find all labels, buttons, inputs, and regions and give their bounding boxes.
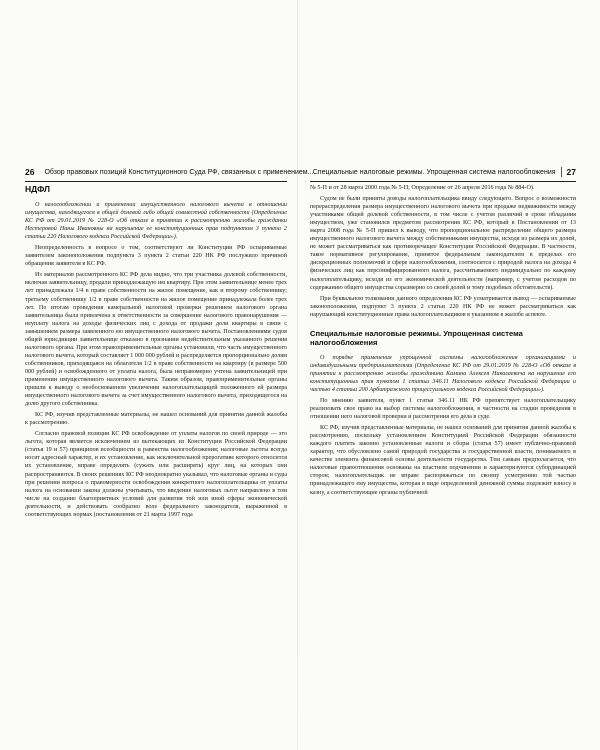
left-running-header bbox=[25, 165, 314, 179]
left-header-rule bbox=[25, 181, 287, 182]
body-paragraph: При буквальном толковании данного определения КС РФ усматривается вывод — оспариваемые законоположения, подпункт 3 пункта 2 статьи 220 НК РФ не может рассматриваться как нарушающий конституционные права налогоплательщиков в указанном в жалобе аспекте. bbox=[310, 295, 576, 318]
section-subheading: Специальные налоговые режимы. Упрощенная система налогообложения bbox=[310, 328, 523, 348]
abstract-paragraph: О налогообложении и применении имущественного налогового вычета в отношении имущества, находящегося в общей долевой либо общей совместной собственности (Определение КС РФ от 29.01.2019 № 228-О «Об отказе в принятии к рассмотрению жалобы гражданки Нестеровой Нины Ивановны на нарушение ее конституционных прав подпунктом 3 пункта 2 статьи 220 Налогового кодекса Российской Федерации»). bbox=[25, 202, 287, 241]
body-paragraph: КС РФ, изучив представленные материалы, не нашел оснований для принятия данной жалобы к рассмотрению. bbox=[25, 412, 287, 427]
right-running-head: Специальные налоговые режимы. Упрощенная система налогообложения bbox=[312, 168, 556, 176]
right-running-header bbox=[310, 165, 576, 179]
body-paragraph: Судом не были приняты доводы налогоплательщика ввиду следующего. Вопрос о возможности перераспределения размера имущественного налогового вычета при продаже недвижимости между участниками общей долевой собственности, в том числе с учетом различий в сроке обладания имуществом, уже становился предметом рассмотрения КС РФ, который в Постановлении от 13 марта 2008 года № 5-П пришел к выводу, что пропорциональное распределение общего размера имущественного налогового вычета между собственниками имущества, исходя из размера их долей, не может рассматриваться как противоречащее Конституции Российской Федерации. В частности, такое нормативное регулирование, принятое федеральным законодателем в пределах его дискреционных полномочий в сфере налогообложения, соотносится с природой налога на доходы 4 физических лиц как персонифицированного налога, рассчитываемого индивидуально по каждому налогоплательщику, исходя из его экономической деятельности (например, с учетом расходов по содержанию общего имущества соразмерно со своей долей и тому подобных обстоятельств). bbox=[310, 196, 576, 291]
section-title: НДФЛ bbox=[25, 184, 50, 194]
abstract-paragraph: О порядке применения упрощенной системы налогообложения организациями и индивидуальными предпринимателями (Определение КС РФ от 29.01.2019 № 228-О «Об отказе в принятии к рассмотрению жалобы гражданина Камина Алексея Николаевича на нарушение его конституционных прав пунктом 1 статьи 346.11 Налогового кодекса Российской Федерации и частью 4 статьи 200 Арбитражного процессуального кодекса Российской Федерации»). bbox=[310, 354, 576, 393]
body-paragraph: По мнению заявителя, пункт 1 статьи 346.11 НК РФ препятствует налогоплательщику реализовать свое право на выбор системы налогообложения, в частности на стадии проведения в отношении него налоговой проверки и рассмотрения его дела в суде. bbox=[310, 397, 576, 421]
page-gutter bbox=[297, 0, 298, 750]
left-page-body bbox=[25, 184, 287, 522]
body-paragraph: Из материалов рассмотренного КС РФ дела видно, что три участника долевой собственности, включая заявительницу, продали принадлежащую им квартиру. При этом заявительнице менее трех лет принадлежала 1/4 в праве собственности на жилое помещение, как и второму собственнику; третьему собственнику 1/2 в праве собственности на жилое помещение принадлежала более трех лет. По итогам проведения камеральной налоговой проверки решением налогового органа заявительница была привлечена к ответственности за совершение налогового правонарушения — неуплату налога на доходы физических лиц с дохода от продажи доли квартиры в связи с завышением размера заявленного ею имущественного налогового вычета. Постановлениями судов общей юрисдикции заявительнице отказано в признании недействительным указанного решения налогового органа. При этом правоприменительные органы установили, что часть имущественного налогового вычета, который составляет 1 000 000 рублей и распределяется пропорционально долям собственников, приходящаяся на облагателя 1/2 в праве собственности на квартиру (в размере 500 000 рублей) и освобожденного от уплаты налога, была неправомерно учтена заявительницей при применении имущественного налогового вычета. Таким образом, правоприменительные органы пришли к выводу о необоснованном увеличении налогоплательщицей положенного ей размера имущественного налогового вычета за счет имущественного налогового вычета, приходящегося на долю другого собственника. bbox=[25, 272, 287, 408]
left-running-head: Обзор правовых позиций Конституционного Суда РФ, связанных с применением... bbox=[44, 168, 314, 176]
header-separator bbox=[561, 167, 562, 177]
right-page-body bbox=[310, 184, 576, 500]
right-page-number: 27 bbox=[566, 167, 576, 177]
body-paragraph: № 5-П и от 28 марта 2000 года № 5-П; Определение от 26 апреля 2016 года № 884-О). bbox=[310, 185, 535, 191]
body-paragraph: Согласно правовой позиции КС РФ освобождение от уплаты налогов по своей природе — это льгота, которая является исключением из вытекающих из Конституции Российской Федерации (статья 19 и 57) принципов всеобщности и равенства налогообложения; налоговые льготы всегда носят адресный характер, и их установление, как исключительной прерогативе которого относится их установление, вправе определять (сужать или расширять) круг лиц, на которых они распространяются. В своих решениях КС РФ неоднократно указывал, что налоговые органы и суды при решении вопроса о правомерности освобождения конкретного налогоплательщика от уплаты налога на основании закона должны учитывать, что введение налоговых льгот направлено в том числе на создание благоприятных условий для развития той или иной сферы экономической деятельности, и действовать сообразно воле федерального законодателя, выраженной в соответствующих нормах (постановления от 21 марта 1997 года bbox=[25, 431, 287, 518]
body-paragraph: Неопределенность в вопросе о том, соответствуют ли Конституции РФ оспариваемые заявителем законоположения подпункта 3 пункта 2 статьи 220 НК РФ послужило причиной обращения заявителя в КС РФ. bbox=[25, 245, 287, 268]
body-paragraph: КС РФ, изучив представленные материалы, не нашел оснований для принятия данной жалобы к рассмотрению, поскольку установлением Конституцией Российской Федерации обязанности каждого платить законно установленные налоги и сборы (статья 57) имеет публично-правовой характер, что обусловлено самой природой государства и государственной власти, понимаемого в качестве элемента финансовой основы деятельности государства. Тем самым предполагается, что налоговые правоотношения основаны на властном подчинении и характеризуются субординацией сторон; налогоплательщик не вправе распоряжаться по своему усмотрению той частью принадлежащего ему имущества, которая в виде определенной денежной суммы подлежит взносу в казну, а соответствующие органы публичной bbox=[310, 425, 576, 496]
left-page-number: 26 bbox=[25, 167, 35, 177]
right-header-rule bbox=[310, 181, 576, 182]
